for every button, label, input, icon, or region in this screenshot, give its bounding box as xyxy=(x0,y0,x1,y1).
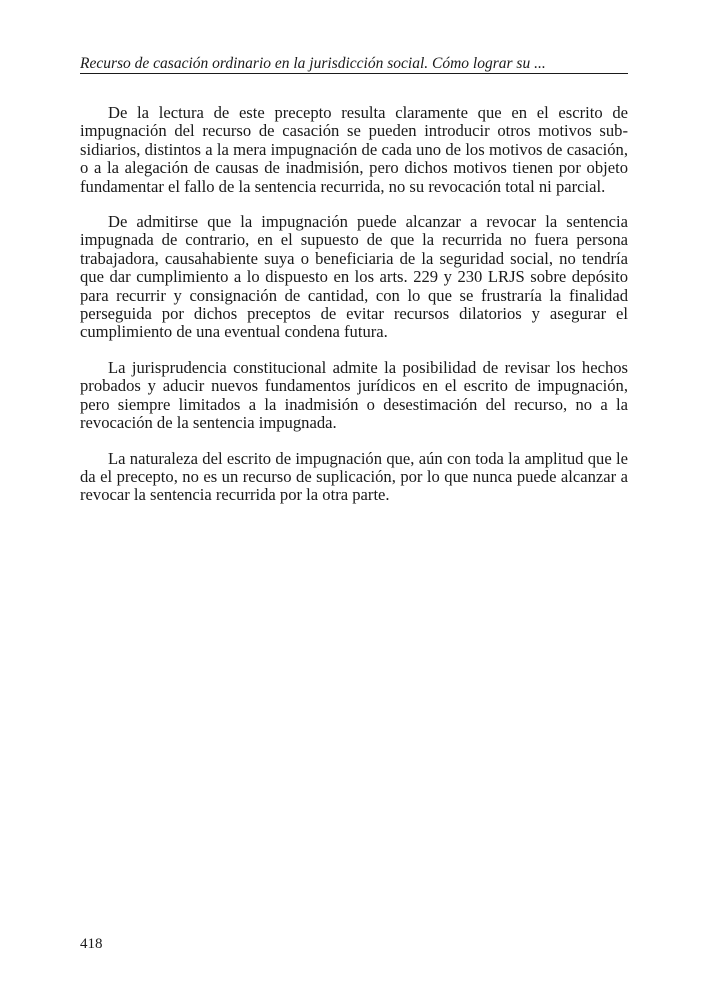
header-divider xyxy=(80,73,628,74)
running-header-title: Recurso de casación ordinario en la jurisdicción social. Cómo lograr su ... xyxy=(80,55,546,72)
paragraph-2: De admitirse que la impugnación puede alcanzar a revocar la sentencia impugnada de contrario, en el supuesto de que la recurrida no fuera persona trabajadora, causahabiente suya o beneficiaria de la seguridad social, no tendría que dar cumplimiento a lo dispuesto en los arts. 229 y 230 LRJS sobre depósito para recurrir y consignación de cantidad, con lo que se frustraría la finalidad perseguida por dichos preceptos de evitar recursos dilatorios y asegurar el cumplimiento de una eventual condena futura. xyxy=(80,212,628,342)
paragraph-3: La jurisprudencia constitucional admite la posibilidad de revisar los hechos probados y aducir nuevos fundamentos jurídicos en el escrito de impugnación, pero siempre limitados a la inadmisión o desestimación del recurso, no a la revocación de la sentencia impugnada. xyxy=(80,357,628,433)
paragraph-4: La naturaleza del escrito de impugnación que, aún con toda la amplitud que le da el precepto, no es un recurso de suplicación, por lo que nunca puede alcanzar a revocar la sentencia recurrida por la otra parte. xyxy=(80,448,628,505)
body-text xyxy=(80,104,628,522)
paragraph-1: De la lectura de este precepto resulta claramente que en el escrito de impugnación del recurso de casación se pueden introducir otros motivos subsidiarios, distintos a la mera impugnación de cada uno de los motivos de casación, o a la alegación de causas de inadmisión, pero dichos motivos tienen por objeto fundamentar el fallo de la sentencia recurrida, no su revocación total ni parcial. xyxy=(80,103,628,196)
page-number: 418 xyxy=(80,936,103,952)
